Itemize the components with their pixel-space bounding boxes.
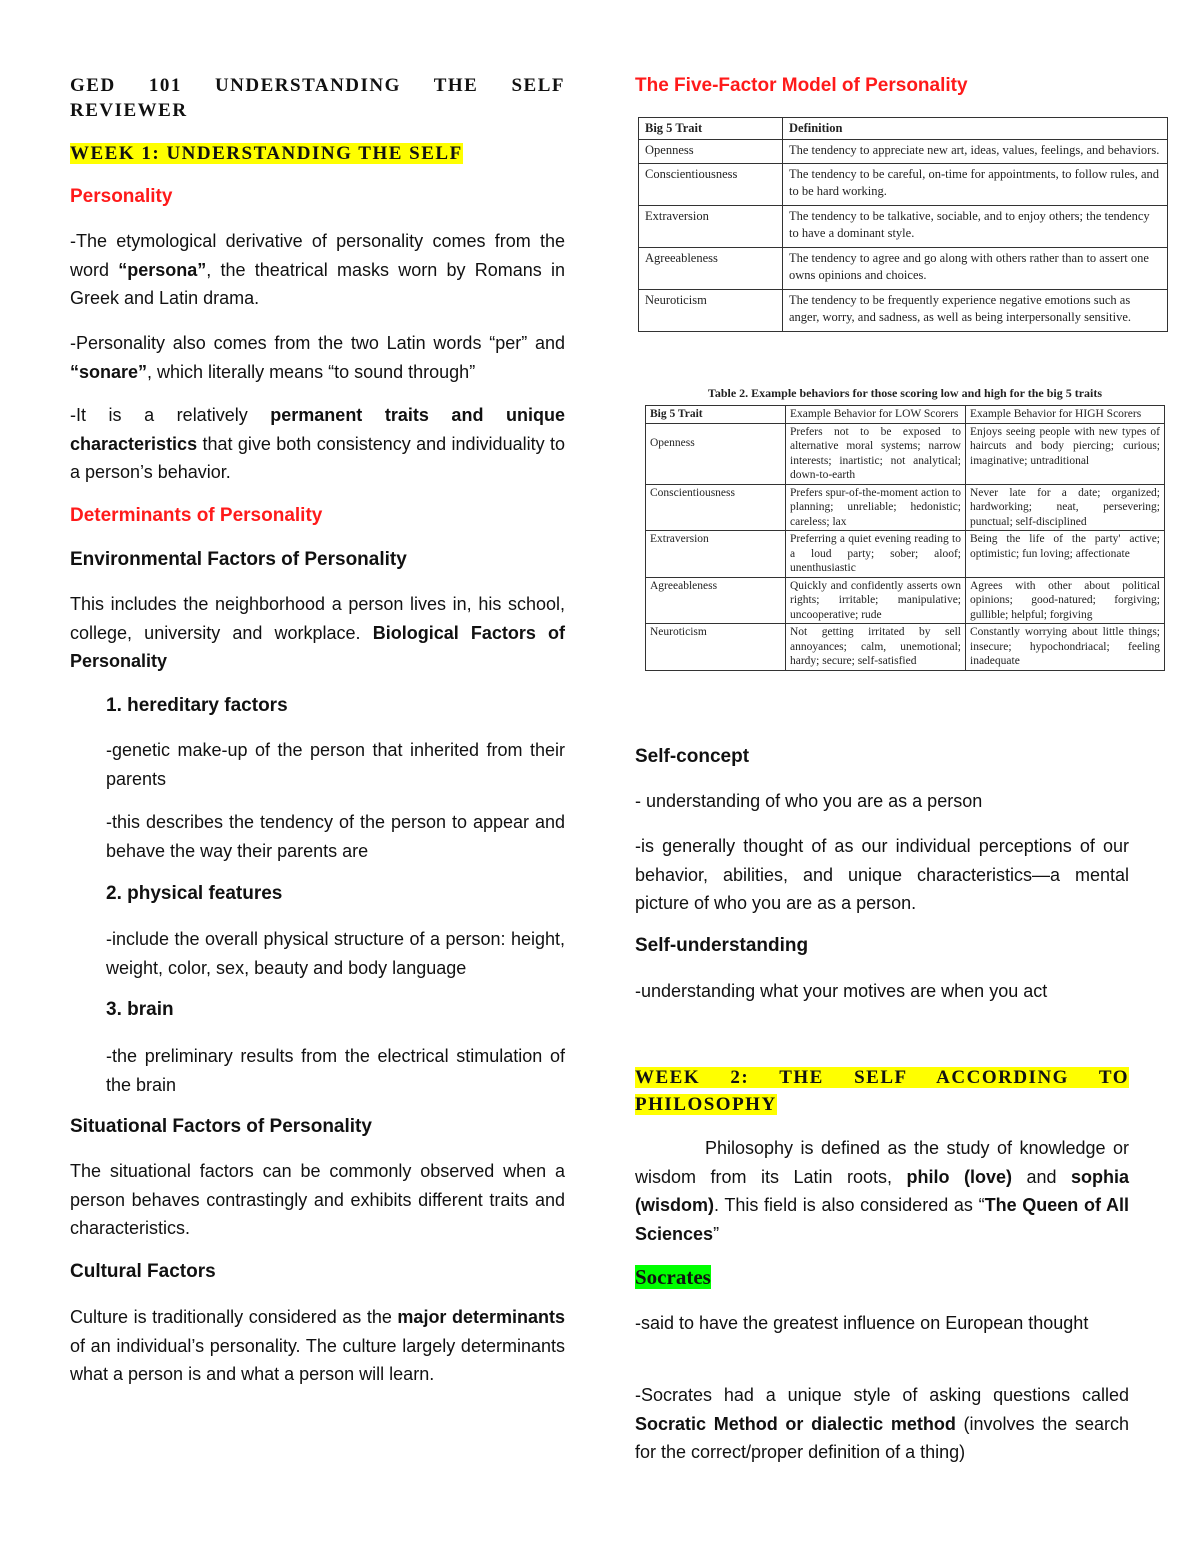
p3-text-c: that give both consistency and individuality to a person’s behavior.: [70, 433, 565, 482]
table-row: [639, 140, 1168, 164]
socrates-heading: Socrates: [635, 1265, 711, 1289]
table-cell: Never late for a date; organized; hardworking; neat, persevering; punctual; self-disciplined: [966, 484, 1165, 531]
cult-text-a: Culture is traditionally considered as the: [70, 1307, 398, 1327]
title-line-2: REVIEWER: [70, 100, 188, 121]
soc2-text-b: Socratic Method or dialectic method: [635, 1413, 956, 1434]
table-header-cell: Example Behavior for LOW Scorers: [786, 406, 966, 424]
socrates-text-1: -said to have the greatest influence on European thought: [635, 1313, 1089, 1333]
table-cell: The tendency to be careful, on-time for appointments, to follow rules, and to be hard working.: [783, 164, 1168, 206]
table-row: [639, 206, 1168, 248]
hereditary-text-2: -this describes the tendency of the person to appear and behave the way their parents are: [106, 812, 565, 861]
personality-paragraph-2: [70, 329, 565, 386]
brain-text: -the preliminary results from the electrical stimulation of the brain: [106, 1046, 565, 1095]
table-row: [646, 531, 1165, 578]
biological-heading: Biological Factors of Personality: [70, 622, 566, 671]
environmental-paragraph: [70, 590, 565, 676]
table-cell: Prefers not to be exposed to alternative moral systems; narrow interests; inartistic; not analytical; down-to-earth: [786, 423, 966, 484]
determinants-heading: Determinants of Personality: [70, 505, 323, 526]
week1-heading: WEEK 1: UNDERSTANDING THE SELF: [70, 143, 463, 164]
p1-text-a: -The etymological derivative of personality comes from the word: [70, 231, 565, 280]
hereditary-heading: 1. hereditary factors: [106, 695, 288, 716]
table-cell: Conscientiousness: [646, 484, 786, 531]
document-title: [70, 73, 565, 123]
title-line-1: GED 101 UNDERSTANDING THE SELF: [70, 75, 565, 96]
big5-behavior-table: [645, 405, 1165, 671]
week2-line-1-wrap: [635, 1065, 1129, 1090]
five-factor-heading: The Five-Factor Model of Personality: [635, 75, 968, 96]
week2-line-1: WEEK 2: THE SELF ACCORDING TO: [635, 1067, 1129, 1088]
table-cell: Agreeableness: [646, 577, 786, 624]
table-row: [639, 164, 1168, 206]
table-header-cell: Example Behavior for HIGH Scorers: [966, 406, 1165, 424]
phil-text-f: The Queen of All Sciences: [635, 1195, 1129, 1244]
env-text: This includes the neighborhood a person lives in, his school, college, university and workplace.: [70, 594, 565, 643]
table-cell: Extraversion: [639, 206, 783, 248]
environmental-heading: Environmental Factors of Personality: [70, 549, 407, 570]
table-header-row: [646, 406, 1165, 424]
phil-text-a: Philosophy is defined as the study of knowledge or wisdom from its Latin roots,: [635, 1138, 1129, 1187]
p3-text-b: permanent traits and unique characteristics: [70, 405, 565, 454]
table-row: [639, 248, 1168, 290]
physical-heading: 2. physical features: [106, 883, 283, 904]
self-concept-text-1: - understanding of who you are as a person: [635, 791, 983, 811]
table-cell: Agreeableness: [639, 248, 783, 290]
personality-paragraph-1: [70, 227, 565, 313]
table-cell: Openness: [646, 423, 786, 484]
table-cell: Prefers spur-of-the-moment action to planning; unreliable; hedonistic; careless; lax: [786, 484, 966, 531]
self-understanding-heading: Self-understanding: [635, 935, 809, 956]
personality-heading: Personality: [70, 186, 173, 207]
week1-heading-wrap: [70, 141, 463, 166]
soc2-text-c: (involves the search for the correct/proper definition of a thing): [635, 1413, 1130, 1462]
p1-text-b: “persona”: [118, 259, 207, 280]
table2-caption: Table 2. Example behaviors for those scoring low and high for the big 5 traits: [707, 386, 1103, 400]
table-cell: The tendency to agree and go along with others rather than to assert one owns opinions and choices.: [783, 248, 1168, 290]
table-header-cell: Big 5 Trait: [639, 118, 783, 140]
phil-text-g: ”: [713, 1223, 720, 1244]
self-concept-heading: Self-concept: [635, 746, 750, 767]
brain-heading: 3. brain: [106, 999, 174, 1020]
situational-text: The situational factors can be commonly observed when a person behaves contrastingly and exhibits different traits and characteristics.: [70, 1161, 565, 1238]
cultural-heading: Cultural Factors: [70, 1261, 216, 1282]
table-cell: Neuroticism: [646, 624, 786, 671]
table-row: [646, 624, 1165, 671]
hereditary-text-1: -genetic make-up of the person that inherited from their parents: [106, 740, 565, 789]
situational-heading: Situational Factors of Personality: [70, 1116, 372, 1137]
table-header-row: [639, 118, 1168, 140]
table-header-cell: Big 5 Trait: [646, 406, 786, 424]
phil-text-d: sophia (wisdom): [635, 1166, 1129, 1215]
soc2-text-a: -Socrates had a unique style of asking questions called: [635, 1385, 1129, 1405]
table-cell: Agrees with other about political opinions; good-natured; forgiving; gullible; helpful; forgiving: [966, 577, 1165, 624]
table-cell: Preferring a quiet evening reading to a loud party; sober; aloof; unenthusiastic: [786, 531, 966, 578]
cult-text-c: of an individual’s personality. The culture largely determinants what a person is and what a person will learn.: [70, 1335, 565, 1384]
week2-line-2-wrap: [635, 1092, 1129, 1117]
personality-paragraph-3: [70, 401, 565, 487]
p3-text-a: -It is a relatively: [70, 405, 271, 425]
table-row: [646, 423, 1165, 484]
table-header-cell: Definition: [783, 118, 1168, 140]
table-cell: The tendency to be talkative, sociable, and to enjoy others; the tendency to have a dominant style.: [783, 206, 1168, 248]
cultural-text: [70, 1303, 565, 1389]
table-cell: Not getting irritated by sell annoyances; calm, unemotional; hardy; secure; self-satisfied: [786, 624, 966, 671]
table-row: [646, 484, 1165, 531]
table-cell: Enjoys seeing people with new types of haircuts and body piercing; curious; imaginative; untraditional: [966, 423, 1165, 484]
table-cell: Being the life of the party' active; optimistic; fun loving; affectionate: [966, 531, 1165, 578]
phil-text-b: philo (love): [906, 1166, 1012, 1187]
physical-text: -include the overall physical structure of a person: height, weight, color, sex, beauty and body language: [106, 929, 565, 978]
table-cell: The tendency to appreciate new art, ideas, values, feelings, and behaviors.: [783, 140, 1168, 164]
table-row: [639, 290, 1168, 332]
p2-text-b: “sonare”: [70, 361, 148, 382]
table-cell: Extraversion: [646, 531, 786, 578]
phil-text-c: and: [1011, 1166, 1071, 1187]
week2-heading: [635, 1065, 1129, 1117]
table-cell: Quickly and confidently asserts own rights; irritable; manipulative; uncooperative; rude: [786, 577, 966, 624]
self-understanding-text: -understanding what your motives are when you act: [635, 981, 1048, 1001]
table-row: [646, 577, 1165, 624]
table-cell: Conscientiousness: [639, 164, 783, 206]
cult-text-b: major determinants: [397, 1307, 566, 1327]
table-cell: The tendency to be frequently experience negative emotions such as anger, worry, and sadness, as well as being interpersonally sensitive.: [783, 290, 1168, 332]
week2-line-2: PHILOSOPHY: [635, 1094, 777, 1115]
big5-definition-table: [638, 117, 1168, 332]
philosophy-paragraph: [635, 1134, 1129, 1248]
table-cell: Openness: [639, 140, 783, 164]
phil-text-e: . This field is also considered as “: [714, 1195, 985, 1215]
socrates-heading-wrap: [635, 1263, 711, 1291]
table-cell: Constantly worrying about little things; insecure; hypochondriacal; feeling inadequate: [966, 624, 1165, 671]
self-concept-text-2: -is generally thought of as our individual perceptions of our behavior, abilities, and unique characteristics—a mental picture of who you are as a person.: [635, 836, 1129, 913]
socrates-text-2: [635, 1381, 1129, 1467]
p1-text-c: , the theatrical masks worn by Romans in Greek and Latin drama.: [70, 259, 565, 308]
table-cell: Neuroticism: [639, 290, 783, 332]
p2-text-a: -Personality also comes from the two Latin words “per” and: [70, 333, 565, 353]
p2-text-c: , which literally means “to sound through”: [147, 361, 476, 382]
